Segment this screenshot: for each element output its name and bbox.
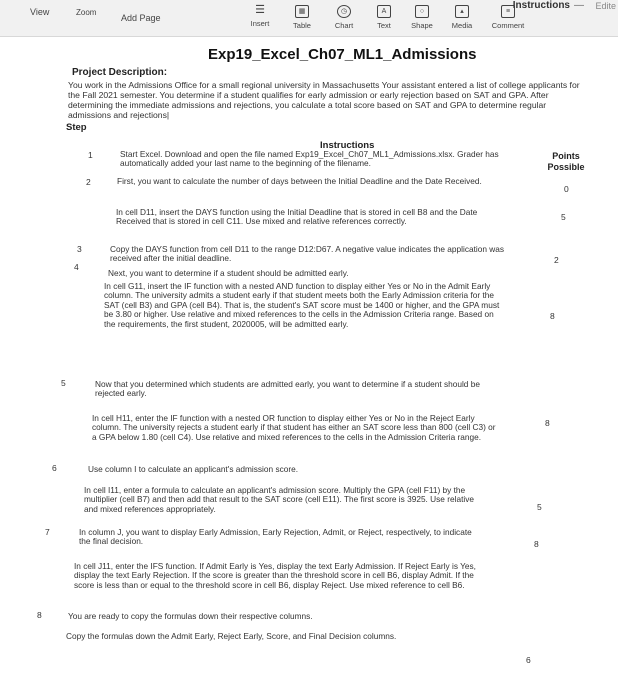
instruction-text: Use column I to calculate an applicant's admission score. (88, 464, 299, 474)
add-page-button[interactable]: Add Page (121, 13, 161, 23)
step-number: 8 (37, 610, 42, 620)
media-button[interactable] (442, 5, 482, 30)
document-title: Exp19_Excel_Ch07_ML1_Admissions (208, 46, 477, 63)
instruction-text: Copy the formulas down the Admit Early, Reject Early, Score, and Final Decision columns. (66, 631, 397, 641)
points-value: 2 (554, 255, 559, 265)
points-value: 6 (526, 655, 531, 665)
step-number: 2 (86, 177, 91, 187)
table-icon: ▦ (295, 5, 309, 18)
step-number: 4 (74, 262, 79, 272)
text-button[interactable] (364, 5, 404, 30)
instruction-text: In cell I11, enter a formula to calculate an applicant's admission score. Multiply the GPA (cell F11) by the multiplier (cell B7) and then add that result to the SAT score (cell E11). The first score is 3925. Use relative and mixed references appropriately. (84, 485, 474, 514)
instructions-column-header: Instructions (320, 140, 375, 151)
step-column-header: Step (66, 122, 87, 133)
comment-label: Comment (491, 21, 525, 30)
media-icon: ▴ (455, 5, 469, 18)
instructions-tab[interactable]: Instructions (512, 0, 570, 11)
step-number: 7 (45, 527, 50, 537)
points-value: 5 (537, 502, 542, 512)
step-number: 6 (52, 463, 57, 473)
instruction-text: You are ready to copy the formulas down their respective columns. (68, 611, 313, 621)
chart-button[interactable] (324, 5, 364, 30)
points-value: 8 (545, 418, 550, 428)
step-number: 3 (77, 244, 82, 254)
insert-icon: ☰ (255, 4, 265, 16)
insert-label: Insert (250, 19, 270, 28)
instruction-text: Start Excel. Download and open the file named Exp19_Excel_Ch07_ML1_Admissions.xlsx. Grader has automatically added your last name to the beginning of the filename. (120, 149, 499, 169)
text-label: Text (377, 21, 391, 30)
table-button[interactable] (282, 5, 322, 30)
media-label: Media (451, 21, 473, 30)
points-value: 8 (534, 539, 539, 549)
shape-label: Shape (411, 21, 433, 30)
title-separator: — (574, 0, 584, 11)
points-value: 8 (550, 311, 555, 321)
instruction-text: In cell G11, insert the IF function with a nested AND function to display either Yes or No in the Admit Early column. The university admits a student early if that student meets both the Early Admission criteria for the SAT (cell B3) and GPA (cell B4). That is, the student's SAT score must be 1400 or higher, and the GPA must be 3.80 or higher. Use relative and mixed references to the cells in the Admission Criteria range. Based on the requirements, the first student, 2020005, will be admitted early. (104, 281, 500, 329)
project-description-heading: Project Description: (72, 67, 168, 78)
edit-status: Edite (595, 1, 616, 11)
toolbar (0, 0, 618, 37)
shape-button[interactable] (402, 5, 442, 30)
instruction-text: Next, you want to determine if a student should be admitted early. (108, 268, 349, 278)
step-number: 1 (88, 150, 93, 160)
table-label: Table (293, 21, 311, 30)
insert-button[interactable] (240, 5, 280, 28)
text-icon: A (377, 5, 391, 18)
instruction-text: Now that you determined which students are admitted early, you want to determine if a student should be rejected early. (95, 379, 480, 399)
shape-icon: ○ (415, 5, 429, 18)
chart-label: Chart (334, 21, 354, 30)
points-value: 0 (564, 184, 569, 194)
instruction-text: In cell D11, insert the DAYS function using the Initial Deadline that is stored in cell B8 and the Date Received that is stored in cell C11. Use mixed and relative references correctly. (116, 207, 478, 227)
zoom-menu[interactable]: Zoom (76, 8, 97, 17)
instruction-text: In cell H11, enter the IF function with a nested OR function to display either Yes or No in the Reject Early column. The university rejects a student early if that student has either an SAT score less than 800 (cell C3) or a GPA below 1.80 (cell C4). Use relative and mixed references to the cells in the Admission Criteria range. (92, 413, 496, 442)
comment-icon: ≡ (501, 5, 515, 18)
step-number: 5 (61, 378, 66, 388)
instruction-text: First, you want to calculate the number of days between the Initial Deadline and the Date Received. (117, 176, 482, 186)
chart-icon: ◷ (337, 5, 351, 18)
points-value: 5 (561, 212, 566, 222)
instruction-text: In cell J11, enter the IFS function. If Admit Early is Yes, display the text Early Admission. If Reject Early is Yes, display the text Early Rejection. If the score is greater than the threshold score in cell B6, display Admit. If the score is less than or equal to the threshold score in cell B6, display Reject. Use mixed reference to cell B6. (74, 561, 476, 590)
instruction-text: In column J, you want to display Early Admission, Early Rejection, Admit, or Reject, respectively, to indicate the final decision. (79, 527, 472, 547)
instruction-text: Copy the DAYS function from cell D11 to the range D12:D67. A negative value indicates the application was received after the initial deadline. (110, 244, 505, 264)
points-column-header: Points Possible (547, 151, 585, 172)
project-description-text: You work in the Admissions Office for a small regional university in Massachusetts Your assistant entered a list of college applicants for the Fall 2021 semester. You determine if a student qualifies for early admission or early rejection based on SAT and GPA. After determining the immediate admissions and rejections, you calculate a total score based on SAT and GPA to determine regular admissions and rejections| (68, 80, 580, 120)
view-menu[interactable]: View (30, 7, 50, 17)
